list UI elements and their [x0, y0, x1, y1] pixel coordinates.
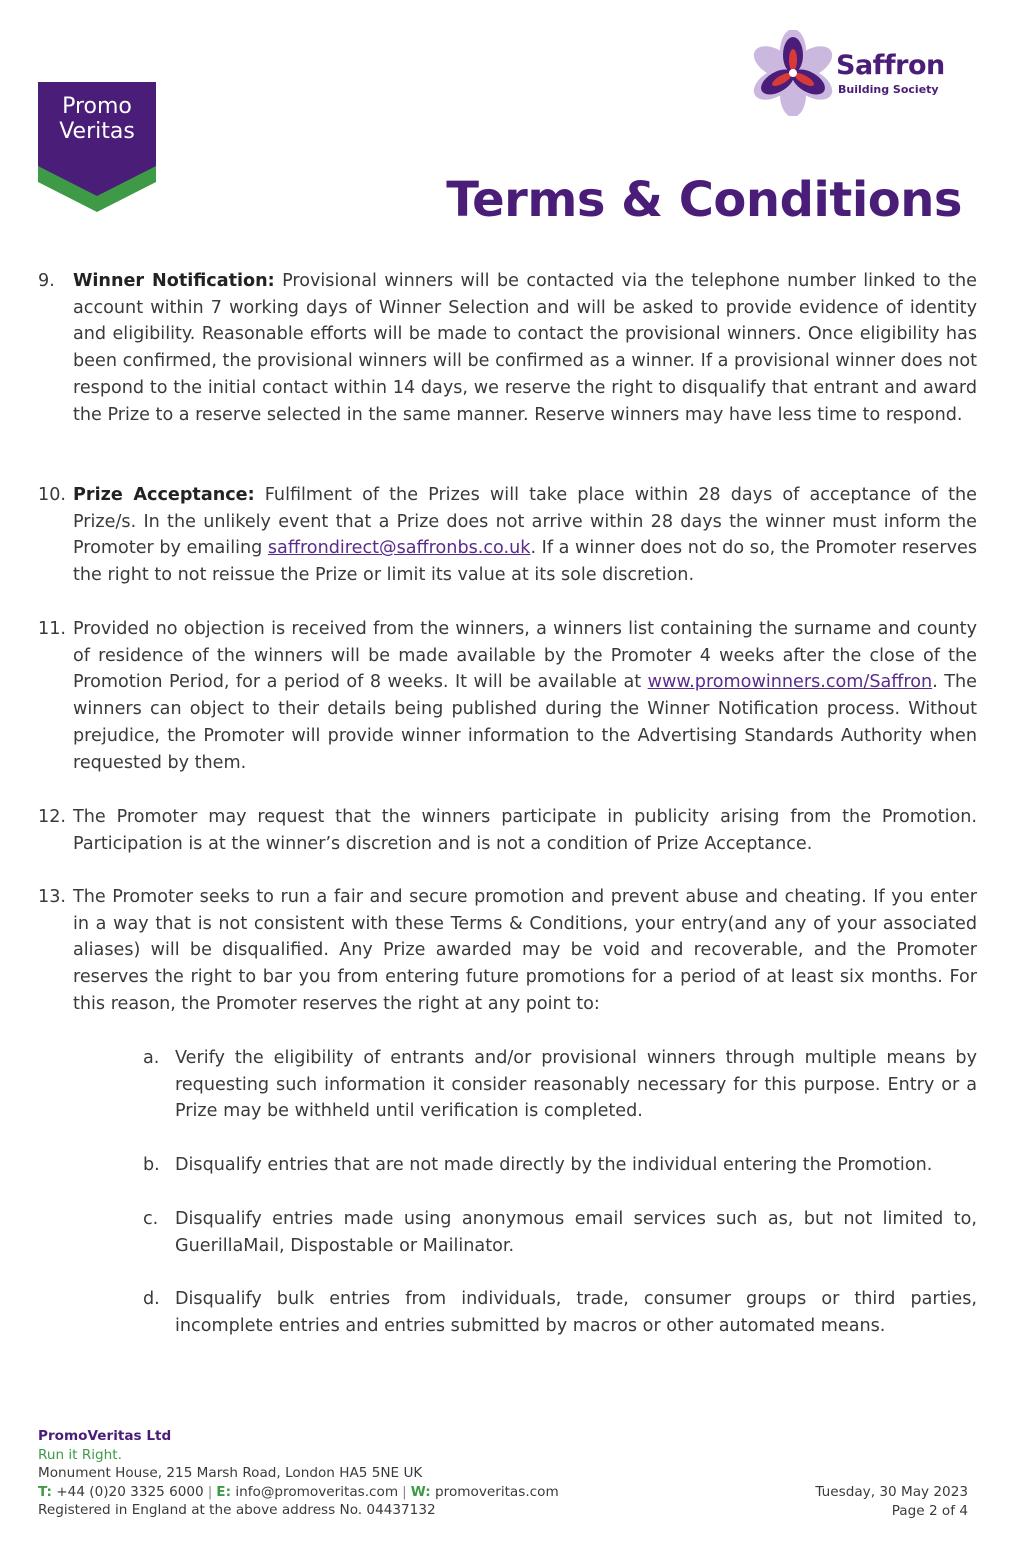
subitem-letter: b. — [143, 1155, 160, 1175]
term-text: . If a winner does not do so, the Promoter reserves the right to not reissue the Prize or limit its value at its sole discretion. — [73, 538, 977, 586]
separator: | — [402, 1483, 407, 1500]
term-text: The Promoter may request that the winners participate in publicity arising from the Promotion. Participation is at the winner’s discretion and is not a condition of Prize Acceptance. — [73, 807, 977, 854]
term-number: 12. — [38, 807, 66, 827]
term-heading: Prize Acceptance: — [73, 485, 255, 505]
email-label: E: — [216, 1483, 232, 1500]
subitem-letter: c. — [143, 1209, 159, 1229]
footer — [38, 1427, 559, 1520]
subitem-c — [143, 1206, 977, 1259]
subitem-text: Disqualify entries made using anonymous email services such as, but not limited to, GuerillaMail, Dispostable or Mailinator. — [175, 1209, 977, 1256]
term-text: . The winners can object to their details being published during the Winner Notification process. Without prejudice, the Promoter will provide winner information to the Advertising Standards Authority when requested by them. — [73, 672, 977, 773]
term-item-12 — [38, 804, 977, 857]
term-item-13 — [38, 884, 977, 1018]
page-number: Page 2 of 4 — [891, 1502, 968, 1519]
term-item-10 — [38, 482, 977, 589]
phone-label: T: — [38, 1483, 52, 1500]
footer-phone: +44 (0)20 3325 6000 — [51, 1483, 204, 1500]
saffron-name: Saffron — [836, 50, 945, 81]
subitem-a — [143, 1045, 977, 1125]
term-item-11 — [38, 616, 977, 776]
saffron-subtitle: Building Society — [838, 83, 939, 96]
term-number: 9. — [38, 271, 55, 291]
subitem-d — [143, 1286, 977, 1339]
footer-web: promoveritas.com — [430, 1483, 559, 1500]
term-number: 11. — [38, 619, 66, 639]
footer-address: Monument House, 215 Marsh Road, London HA5 5NE UK — [38, 1465, 423, 1481]
subitem-letter: d. — [143, 1289, 160, 1309]
web-label: W: — [410, 1483, 431, 1500]
separator: | — [207, 1483, 213, 1500]
footer-tagline: Run it Right. — [38, 1446, 122, 1463]
term-text: Fulfilment of the Prizes will take place within 28 days of acceptance of the Prize/s. In the unlikely event that a Prize does not arrive within 28 days the winner must inform the Promoter by emailing — [73, 485, 977, 559]
term-number: 13. — [38, 887, 66, 907]
term-text: The Promoter seeks to run a fair and secure promotion and prevent abuse and cheating. If you enter in a way that is not consistent with these Terms & Conditions, your entry(and any of your associated aliases) will be disqualified. Any Prize awarded may be void and recoverable, and the Promoter reserves the right to bar you from entering future promotions for a period of at least six months. For this reason, the Promoter reserves the right at any point to: — [73, 887, 977, 1014]
email-link[interactable]: saffrondirect@saffronbs.co.uk — [267, 538, 531, 559]
footer-right — [815, 1483, 968, 1520]
winners-list-link[interactable]: www.promowinners.com/Saffron — [647, 672, 933, 693]
footer-date: Tuesday, 30 May 2023 — [815, 1484, 968, 1500]
term-text: Provided no objection is received from the winners, a winners list containing the surname and county of residence of the winners will be made available by the Promoter 4 weeks after the close of the Promotion Period, for a period of 8 weeks. It will be available at — [73, 619, 977, 693]
subitem-b — [143, 1152, 977, 1179]
page-title: Terms & Conditions — [446, 172, 962, 228]
subitem-text: Disqualify bulk entries from individuals, trade, consumer groups or third parties, incomplete entries and entries submitted by macros or other automated means. — [175, 1289, 977, 1336]
term-text: Provisional winners will be contacted via the telephone number linked to the account within 7 working days of Winner Selection and will be asked to provide evidence of identity and eligibility. Reasonable efforts will be made to contact the provisional winners. Once eligibility has been confirmed, the provisional winners will be confirmed as a winner. If a provisional winner does not respond to the initial contact within 14 days, we reserve the right to disqualify that entrant and award the Prize to a reserve selected in the same manner. Reserve winners may have less time to respond. — [73, 271, 977, 425]
promoveritas-logo — [38, 82, 156, 212]
subitem-text: Disqualify entries that are not made directly by the individual entering the Promotion. — [175, 1155, 933, 1175]
saffron-flower-icon — [750, 30, 836, 116]
footer-contact — [38, 1483, 559, 1502]
term-item-9 — [38, 268, 977, 428]
footer-company: PromoVeritas Ltd — [38, 1428, 172, 1444]
subitem-letter: a. — [143, 1048, 160, 1068]
term-number: 10. — [38, 485, 66, 505]
saffron-logo — [750, 30, 960, 116]
promoveritas-logo-text: Promo Veritas — [59, 94, 135, 144]
subitem-text: Verify the eligibility of entrants and/or provisional winners through multiple means by requesting such information it consider reasonably necessary for this purpose. Entry or a Prize may be withheld until verification is completed. — [175, 1048, 977, 1122]
term-heading: Winner Notification: — [73, 271, 275, 291]
footer-registered: Registered in England at the above address No. 04437132 — [38, 1502, 436, 1518]
footer-email: info@promoveritas.com — [231, 1483, 399, 1500]
